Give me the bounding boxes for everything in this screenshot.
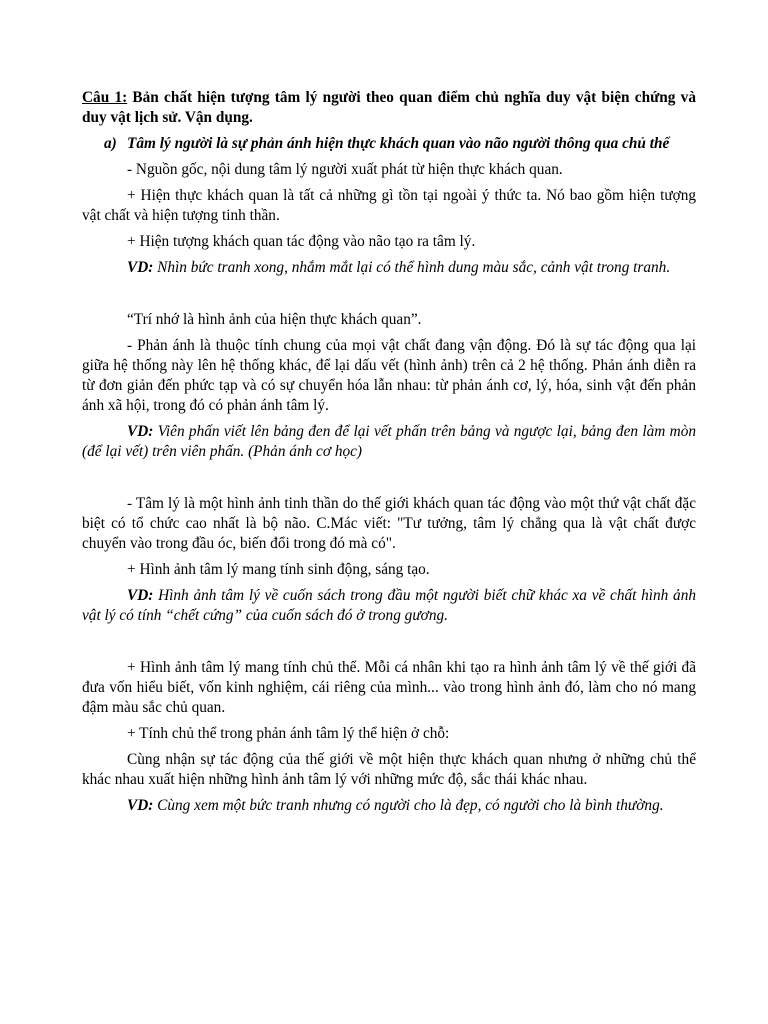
- example-2-text: Viên phấn viết lên bảng đen để lại vết phấn trên bảng và ngược lại, bảng đen làm mòn (để lại vết) trên viên phấn. (Phản ánh cơ học): [82, 423, 696, 460]
- paragraph-impact: + Hiện tượng khách quan tác động vào não tạo ra tâm lý.: [127, 233, 476, 250]
- paragraph-reflection: - Phản ánh là thuộc tính chung của mọi vật chất đang vận động. Đó là sự tác động qua lại giữa hệ thống này lên hệ thống khác, để lại dấu vết (hình ảnh) trên cả 2 hệ thống. Phản ánh diễn ra từ đơn giản đến phức tạp và có sự chuyển hóa lẫn nhau: từ phản ánh cơ, lý, hóa, sinh vật đến phản ánh xã hội, trong đó có phản ánh tâm lý.: [82, 337, 696, 414]
- paragraph-subjectivity-shown: + Tính chủ thể trong phản ánh tâm lý thể hiện ở chỗ:: [127, 725, 450, 742]
- example-3-label: VD:: [127, 587, 154, 604]
- section-a-heading: [82, 134, 696, 154]
- section-a-title: Tâm lý người là sự phản ánh hiện thực khách quan vào não người thông qua chủ thể: [127, 135, 670, 152]
- paragraph-subjectivity: + Hình ảnh tâm lý mang tính chủ thể. Mỗi cá nhân khi tạo ra hình ảnh tâm lý về thế giới đã đưa vốn hiểu biết, vốn kinh nghiệm, cái riêng của mình... vào trong hình ảnh đó, làm cho nó mang đậm màu sắc chủ quan.: [82, 659, 696, 716]
- spacer: [82, 632, 696, 658]
- example-1: [82, 258, 696, 278]
- example-3-text: Hình ảnh tâm lý về cuốn sách trong đầu một người biết chữ khác xa về chất hình ảnh vật lý có tính “chết cứng” của cuốn sách đó ở trong gương.: [82, 587, 696, 624]
- paragraph-lively-creative: + Hình ảnh tâm lý mang tính sinh động, sáng tạo.: [127, 561, 430, 578]
- example-1-text: Nhìn bức tranh xong, nhắm mắt lại có thể hình dung màu sắc, cảnh vật trong tranh.: [153, 259, 671, 276]
- paragraph-origin: - Nguồn gốc, nội dung tâm lý người xuất phát từ hiện thực khách quan.: [127, 161, 563, 178]
- example-3: [82, 586, 696, 626]
- example-2-label: VD:: [127, 423, 154, 440]
- section-a-marker: a): [104, 135, 117, 152]
- paragraph-mental-image: - Tâm lý là một hình ảnh tinh thần do thế giới khách quan tác động vào một thứ vật chất đặc biệt có tổ chức cao nhất là bộ não. C.Mác viết: "Tư tưởng, tâm lý chẳng qua là vật chất được chuyển vào trong đầu óc, biến đổi trong đó mà có".: [82, 495, 696, 552]
- example-4-text: Cùng xem một bức tranh nhưng có người cho là đẹp, có người cho là bình thường.: [153, 797, 664, 814]
- spacer: [82, 468, 696, 494]
- document-page: [82, 88, 696, 822]
- example-2: [82, 422, 696, 462]
- paragraph-objective-reality: + Hiện thực khách quan là tất cả những gì tồn tại ngoài ý thức ta. Nó bao gồm hiện tượng vật chất và hiện tượng tinh thần.: [82, 187, 696, 224]
- example-1-label: VD:: [127, 259, 154, 276]
- spacer: [82, 284, 696, 310]
- question-title: Bản chất hiện tượng tâm lý người theo quan điểm chủ nghĩa duy vật biện chứng và duy vật lịch sử. Vận dụng.: [82, 89, 696, 126]
- example-4-label: VD:: [127, 797, 154, 814]
- paragraph-different-subjects: Cùng nhận sự tác động của thế giới về một hiện thực khách quan nhưng ở những chủ thể khác nhau xuất hiện những hình ảnh tâm lý với những mức độ, sắc thái khác nhau.: [82, 751, 696, 788]
- question-heading: [82, 88, 696, 128]
- example-4: [82, 796, 696, 816]
- question-label: Câu 1:: [82, 89, 128, 106]
- paragraph-memory-quote: “Trí nhớ là hình ảnh của hiện thực khách quan”.: [127, 311, 422, 328]
